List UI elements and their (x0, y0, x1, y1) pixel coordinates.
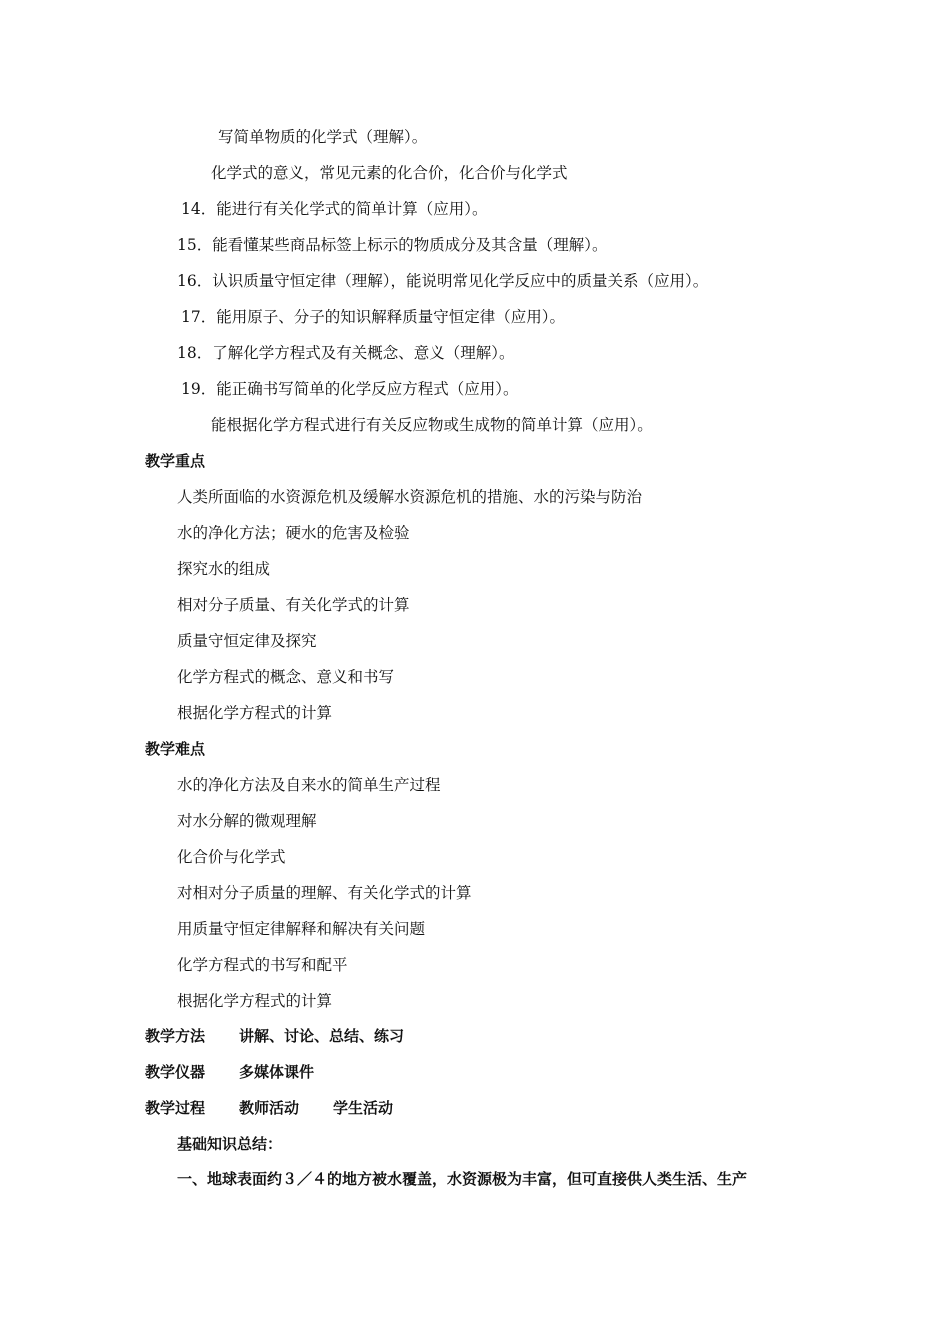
key-point-item: 根据化学方程式的计算 (177, 704, 333, 722)
difficulty-item: 对相对分子质量的理解、有关化学式的计算 (177, 884, 472, 902)
objective-line: 18．了解化学方程式及有关概念、意义（理解）。 (177, 344, 515, 362)
objective-line: 写简单物质的化学式（理解）。 (218, 128, 428, 146)
instrument-label: 教学仪器 (145, 1063, 206, 1081)
key-point-item: 水的净化方法；硬水的危害及检验 (177, 524, 410, 542)
difficulty-item: 化合价与化学式 (177, 848, 286, 866)
difficulty-item: 对水分解的微观理解 (177, 812, 317, 830)
difficulty-item: 根据化学方程式的计算 (177, 992, 333, 1010)
method-row (145, 1026, 404, 1046)
instrument-row (145, 1062, 314, 1082)
key-point-item: 人类所面临的水资源危机及缓解水资源危机的措施、水的污染与防治 (177, 488, 643, 506)
student-activity: 学生活动 (333, 1099, 394, 1117)
instrument-value: 多媒体课件 (239, 1063, 315, 1081)
summary-first-point: 一、地球表面约３／４的地方被水覆盖，水资源极为丰富，但可直接供人类生活、生产 (177, 1170, 748, 1188)
objective-line: 19．能正确书写简单的化学反应方程式（应用）。 (181, 380, 519, 398)
key-points-heading: 教学重点 (145, 452, 206, 470)
difficulties-heading: 教学难点 (145, 740, 206, 758)
teacher-activity: 教师活动 (239, 1099, 300, 1117)
objective-line: 14．能进行有关化学式的简单计算（应用）。 (181, 200, 488, 218)
process-row (145, 1098, 393, 1118)
objective-line: 16．认识质量守恒定律（理解），能说明常见化学反应中的质量关系（应用）。 (177, 272, 709, 290)
objective-line: 17．能用原子、分子的知识解释质量守恒定律（应用）。 (181, 308, 565, 326)
key-point-item: 相对分子质量、有关化学式的计算 (177, 596, 410, 614)
summary-title: 基础知识总结： (177, 1135, 283, 1153)
method-label: 教学方法 (145, 1027, 206, 1045)
key-point-item: 质量守恒定律及探究 (177, 632, 317, 650)
key-point-item: 探究水的组成 (177, 560, 271, 578)
objective-line: 化学式的意义，常见元素的化合价，化合价与化学式 (211, 164, 568, 182)
difficulty-item: 用质量守恒定律解释和解决有关问题 (177, 920, 426, 938)
objective-line: 能根据化学方程式进行有关反应物或生成物的简单计算（应用）。 (211, 416, 653, 434)
key-point-item: 化学方程式的概念、意义和书写 (177, 668, 395, 686)
objective-line: 15．能看懂某些商品标签上标示的物质成分及其含量（理解）。 (177, 236, 608, 254)
difficulty-item: 水的净化方法及自来水的简单生产过程 (177, 776, 441, 794)
process-label: 教学过程 (145, 1099, 206, 1117)
difficulty-item: 化学方程式的书写和配平 (177, 956, 348, 974)
method-value: 讲解、讨论、总结、练习 (239, 1027, 405, 1045)
